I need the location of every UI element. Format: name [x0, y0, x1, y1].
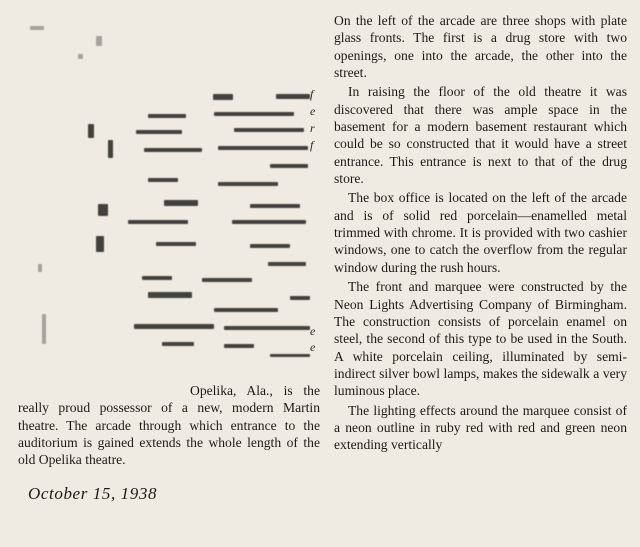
margin-letter: f	[310, 87, 314, 101]
intro-paragraph: Opelika, Ala., is the really proud possessor of a new, modern Martin theatre. The arcade through which entrance to the auditorium is gained extends the whole length of the old Opelika theatre.	[18, 383, 320, 468]
left-column	[18, 382, 320, 468]
margin-letter: e	[310, 340, 316, 354]
margin-letter: e	[310, 324, 316, 338]
issue-date: October 15, 1938	[28, 484, 158, 503]
blurred-photo	[18, 14, 320, 376]
body-paragraph: The box office is located on the left of the arcade and is of solid red porcelain—enamelled metal trimmed with chrome. It is provided with two cashier windows, one to catch the overflow from the regular window during the rush hours.	[334, 190, 627, 275]
body-paragraph: The front and marquee were constructed by the Neon Lights Advertising Company of Birmingham. The construction consists of porcelain enamel on steel, the second of this type to be used in the South. A white porcelain ceiling, illuminated by semi-indirect silver bowl lamps, makes the sidewalk a very luminous place.	[334, 279, 627, 399]
body-paragraph: On the left of the arcade are three shops with plate glass fronts. The first is a drug store with two openings, one into the arcade, the other into the street.	[334, 13, 627, 81]
margin-letter: f	[310, 138, 314, 152]
right-column	[334, 12, 627, 456]
body-paragraph: The lighting effects around the marquee consist of a neon outline in ruby red with red and green neon extending vertically	[334, 402, 627, 453]
margin-letter: e	[310, 104, 316, 118]
margin-letter: r	[310, 121, 315, 135]
body-paragraph: In raising the floor of the old theatre it was discovered that there was ample space in the basement for a modern basement restaurant which could be so constructed that it would have a street entrance. This entrance is next to that of the drug store.	[334, 84, 627, 187]
